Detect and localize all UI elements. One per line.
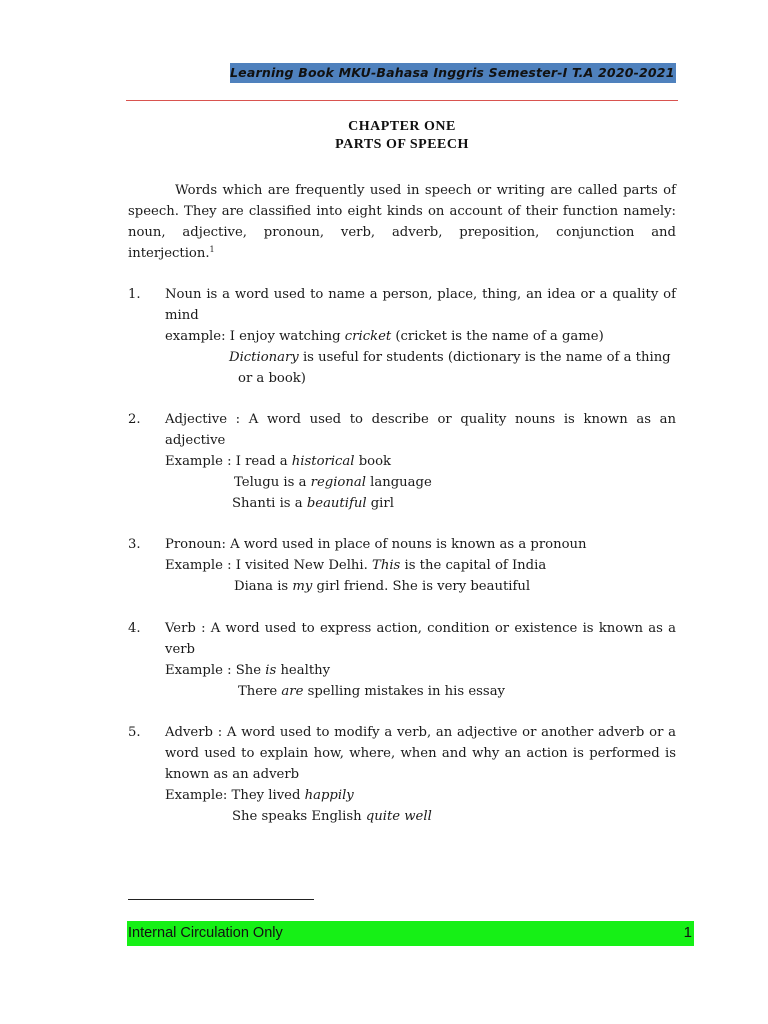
- example-term: are: [281, 684, 304, 699]
- example-term: beautiful: [306, 496, 367, 511]
- example-pre: Shanti is a: [232, 496, 307, 511]
- example-term: happily: [304, 788, 354, 803]
- footnote-ref: 1: [209, 245, 215, 254]
- chapter-subtitle: PARTS OF SPEECH: [335, 137, 469, 152]
- example-pre: I enjoy watching: [225, 329, 345, 344]
- item-body: [165, 534, 676, 597]
- item-number: 1.: [128, 287, 141, 302]
- chapter-title: CHAPTER ONE: [348, 119, 456, 134]
- example-pre: Telugu is a: [234, 475, 311, 490]
- example-term: historical: [291, 454, 355, 469]
- example-post: is useful for students (dictionary is the name of a thing: [298, 350, 671, 365]
- example-line-1: [165, 785, 676, 806]
- example-line-2: [165, 472, 676, 493]
- example-post: is the capital of India: [400, 558, 547, 573]
- example-line-3: [165, 493, 676, 514]
- footer-label: Internal Circulation Only: [128, 925, 283, 941]
- example-post: (cricket is the name of a game): [391, 329, 604, 344]
- item-body: [165, 618, 676, 702]
- example-label: example:: [165, 329, 226, 344]
- header-title: Learning Book MKU-Bahasa Inggris Semester-I T.A 2020-2021: [230, 63, 676, 83]
- example-label: Example :: [165, 663, 232, 678]
- example-pre: Diana is: [234, 579, 293, 594]
- header-rule: [126, 100, 678, 101]
- example-line-1: [165, 326, 676, 347]
- item-number: 4.: [128, 621, 141, 636]
- page-number: 1: [683, 924, 692, 941]
- example-pre: They lived: [227, 788, 305, 803]
- example-term: quite well: [365, 809, 432, 824]
- example-line-2: [165, 806, 676, 827]
- footer-bar: [127, 921, 694, 946]
- item-body: [165, 722, 676, 827]
- example-line-1: [165, 555, 676, 576]
- item-definition: Adjective : A word used to describe or quality nouns is known as an adjective: [165, 412, 676, 448]
- example-line-1: [165, 660, 676, 681]
- example-label: Example :: [165, 558, 232, 573]
- example-label: Example :: [165, 454, 232, 469]
- example-term: This: [372, 558, 401, 573]
- example-line-1: [165, 451, 676, 472]
- item-number: 2.: [128, 412, 141, 427]
- example-pre: There: [238, 684, 282, 699]
- example-line-2-cont: or a book): [238, 371, 306, 386]
- example-term: my: [292, 579, 313, 594]
- example-label: Example:: [165, 788, 228, 803]
- example-term: regional: [310, 475, 366, 490]
- intro-text: Words which are frequently used in speech or writing are called parts of speech. They are classified into eight kinds on account of their function namely: noun, adjective, pronoun, verb, adverb, preposition, conjunction and interjection.: [128, 183, 676, 261]
- example-term: is: [265, 663, 277, 678]
- example-pre: She: [231, 663, 266, 678]
- item-number: 3.: [128, 537, 141, 552]
- item-definition: Verb : A word used to express action, condition or existence is known as a verb: [165, 621, 676, 657]
- example-pre: She speaks English: [232, 809, 366, 824]
- example-post: healthy: [276, 663, 331, 678]
- item-definition: Adverb : A word used to modify a verb, an adjective or another adverb or a word used to explain how, where, when and why an action is performed is known as an adverb: [165, 725, 676, 782]
- example-post: book: [354, 454, 392, 469]
- example-line-2: [165, 681, 676, 702]
- item-definition: Noun is a word used to name a person, place, thing, an idea or a quality of mind: [165, 287, 676, 323]
- example-pre: I read a: [231, 454, 292, 469]
- example-line-2: [165, 347, 676, 368]
- intro-paragraph: [128, 180, 676, 264]
- example-term: Dictionary: [229, 350, 299, 365]
- item-body: [165, 409, 676, 514]
- footnote-rule: [128, 899, 314, 900]
- item-definition: Pronoun: A word used in place of nouns is known as a pronoun: [165, 537, 587, 552]
- example-term: cricket: [344, 329, 392, 344]
- example-pre: I visited New Delhi.: [231, 558, 373, 573]
- example-post: girl: [366, 496, 394, 511]
- example-post: girl friend. She is very beautiful: [312, 579, 531, 594]
- item-body: [165, 284, 676, 389]
- example-line-2: [165, 576, 676, 597]
- example-post: language: [365, 475, 432, 490]
- example-post: spelling mistakes in his essay: [303, 684, 506, 699]
- item-number: 5.: [128, 725, 141, 740]
